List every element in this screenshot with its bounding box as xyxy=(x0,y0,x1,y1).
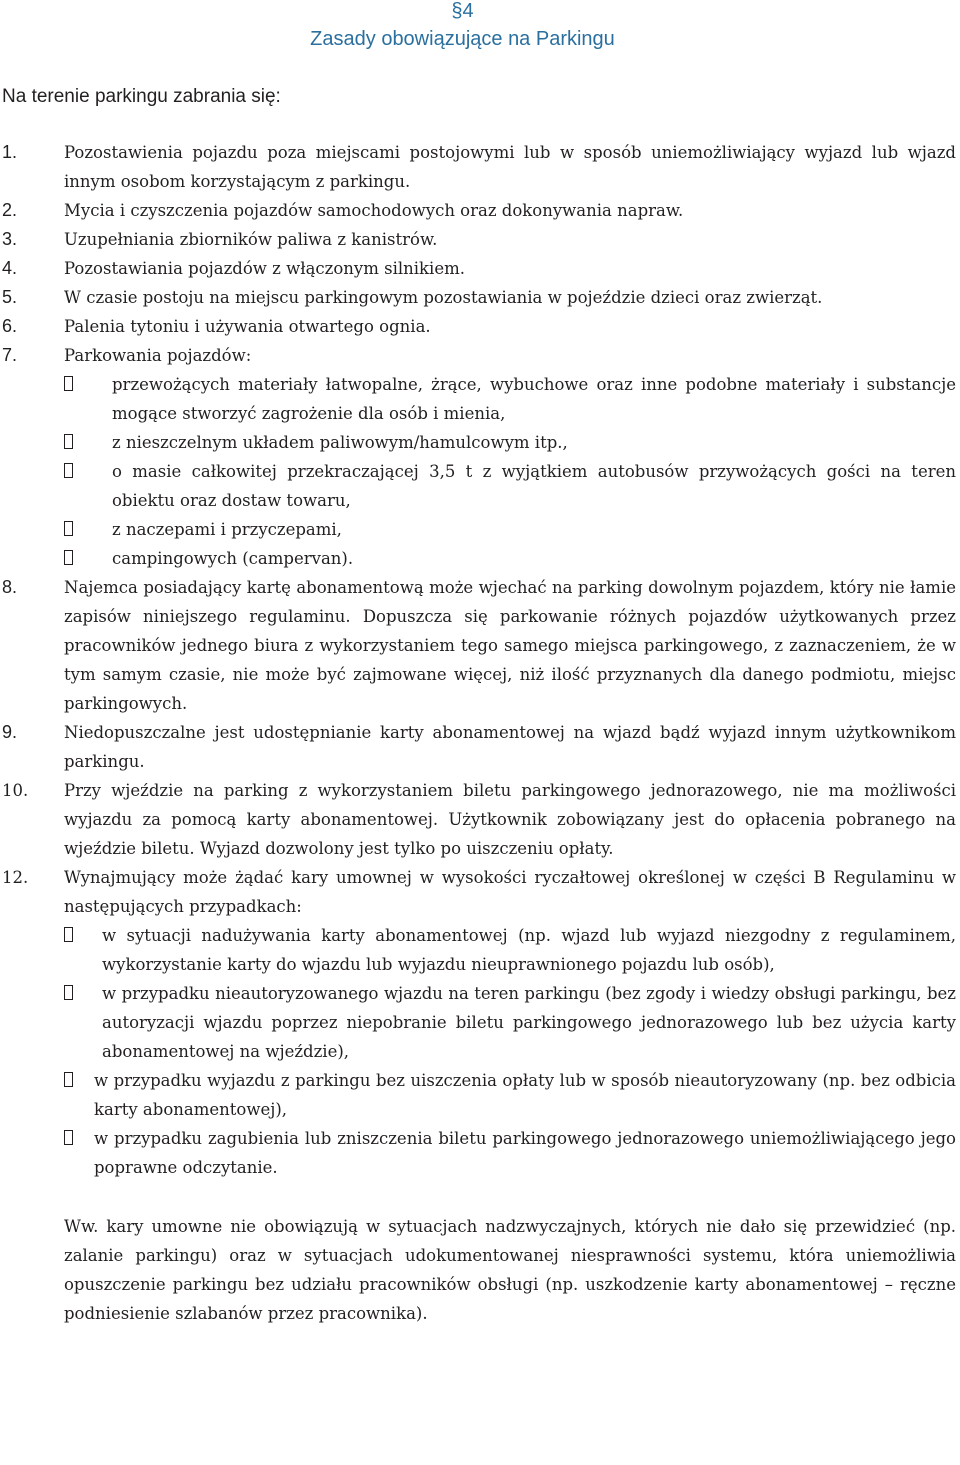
sub-item-text: z naczepami i przyczepami, xyxy=(112,520,342,539)
item-number: 5. xyxy=(2,287,18,307)
section-number: §4 xyxy=(451,0,474,22)
sub-item-text: w przypadku zagubienia lub zniszczenia biletu parkingowego jednorazowego uniemożliwiającego jego poprawne odczytanie. xyxy=(94,1129,956,1177)
item-number: 2. xyxy=(2,200,18,220)
sub-item xyxy=(64,1066,956,1124)
intro-text: Na terenie parkingu zabrania się: xyxy=(2,86,281,107)
item-number: 12. xyxy=(2,868,29,887)
sub-item xyxy=(64,428,956,457)
item-number: 9. xyxy=(2,722,18,742)
sub-item-text: w przypadku nieautoryzowanego wjazdu na teren parkingu (bez zgody i wiedzy obsługi parkingu, bez autoryzacji wjazdu poprzez niepobranie biletu parkingowego jednorazowego lub bez użycia karty abonamentowej na wjeździe), xyxy=(102,984,956,1061)
bullet-icon xyxy=(64,921,102,979)
list-item xyxy=(2,283,956,312)
list-item xyxy=(2,138,956,196)
item-text: Parkowania pojazdów: xyxy=(64,346,252,365)
item-text: Mycia i czyszczenia pojazdów samochodowych oraz dokonywania napraw. xyxy=(64,201,684,220)
list-item xyxy=(2,225,956,254)
sub-item-text: w przypadku wyjazdu z parkingu bez uiszczenia opłaty lub w sposób nieautoryzowany (np. bez odbicia karty abonamentowej), xyxy=(94,1071,956,1119)
sub-item xyxy=(64,979,956,1066)
sub-item xyxy=(64,370,956,428)
sub-item xyxy=(64,1124,956,1182)
item-number: 1. xyxy=(2,142,18,162)
item-number: 3. xyxy=(2,229,18,249)
list-item xyxy=(2,573,956,718)
sub-item xyxy=(64,515,956,544)
sub-item-text: w sytuacji nadużywania karty abonamentowej (np. wjazd lub wyjazd niezgodny z regulaminem, wykorzystanie karty do wjazdu lub wyjazdu nieuprawnionego pojazdu lub osób), xyxy=(102,926,956,974)
list-item xyxy=(2,718,956,776)
bullet-icon xyxy=(64,1066,94,1124)
item-number: 7. xyxy=(2,345,18,365)
list-item xyxy=(2,776,956,863)
bullet-icon xyxy=(64,457,112,515)
item-text: Pozostawienia pojazdu poza miejscami postojowymi lub w sposób uniemożliwiający wyjazd lub wjazd innym osobom korzystającym z parkingu. xyxy=(64,143,956,191)
list-item xyxy=(2,863,956,1182)
rules-list xyxy=(2,138,956,1328)
section-title: Zasady obowiązujące na Parkingu xyxy=(310,28,615,50)
item-number: 8. xyxy=(2,577,18,597)
bullet-icon xyxy=(64,979,102,1066)
item-text: W czasie postoju na miejscu parkingowym pozostawiania w pojeździe dzieci oraz zwierząt. xyxy=(64,288,823,307)
list-item xyxy=(2,312,956,341)
sub-item xyxy=(64,544,956,573)
sub-item-text: przewożących materiały łatwopalne, żrące, wybuchowe oraz inne podobne materiały i substancje mogące stworzyć zagrożenie dla osób i mienia, xyxy=(112,375,956,423)
bullet-icon xyxy=(64,515,112,544)
bullet-icon xyxy=(64,544,112,573)
closing-paragraph: Ww. kary umowne nie obowiązują w sytuacjach nadzwyczajnych, których nie dało się przewidzieć (np. zalanie parkingu) oraz w sytuacjach udokumentowanej niesprawności systemu, która uniemożliwia opuszczenie parkingu bez udziału pracowników obsługi (np. uszkodzenie karty abonamentowej – ręczne podniesienie szlabanów przez pracownika). xyxy=(64,1217,956,1323)
bullet-icon xyxy=(64,370,112,428)
item-text: Pozostawiania pojazdów z włączonym silnikiem. xyxy=(64,259,465,278)
list-item xyxy=(2,196,956,225)
sub-item-text: o masie całkowitej przekraczającej 3,5 t z wyjątkiem autobusów przywożących gości na teren obiektu oraz dostaw towaru, xyxy=(112,462,956,510)
list-item xyxy=(2,254,956,283)
item-text: Uzupełniania zbiorników paliwa z kanistrów. xyxy=(64,230,438,249)
item-number: 10. xyxy=(2,781,29,800)
item-text: Palenia tytoniu i używania otwartego ognia. xyxy=(64,317,431,336)
item-text: Niedopuszczalne jest udostępnianie karty abonamentowej na wjazd bądź wyjazd innym użytkownikom parkingu. xyxy=(64,723,956,771)
sub-item-text: campingowych (campervan). xyxy=(112,549,354,568)
list-item xyxy=(2,341,956,573)
item-text: Przy wjeździe na parking z wykorzystaniem biletu parkingowego jednorazowego, nie ma możliwości wyjazdu za pomocą karty abonamentowej. Użytkownik zobowiązany jest do opłacenia pobranego na wjeździe biletu. Wyjazd dozwolony jest tylko po uiszczeniu opłaty. xyxy=(64,781,956,858)
item-text: Najemca posiadający kartę abonamentową może wjechać na parking dowolnym pojazdem, który nie łamie zapisów niniejszego regulaminu. Dopuszcza się parkowanie różnych pojazdów użytkowanych przez pracowników jednego biura z wykorzystaniem tego samego miejsca parkingowego, z zaznaczeniem, że w tym samym czasie, nie może być zajmowane więcej, niż ilość przyznanych dla danego podmiotu, miejsc parkingowych. xyxy=(64,578,956,713)
item-number: 6. xyxy=(2,316,18,336)
bullet-icon xyxy=(64,1124,94,1182)
sub-item xyxy=(64,921,956,979)
sub-item xyxy=(64,457,956,515)
sub-item-text: z nieszczelnym układem paliwowym/hamulcowym itp., xyxy=(112,433,568,452)
bullet-icon xyxy=(64,428,112,457)
item-text: Wynajmujący może żądać kary umownej w wysokości ryczałtowej określonej w części B Regulaminu w następujących przypadkach: xyxy=(64,868,956,916)
item-number: 4. xyxy=(2,258,18,278)
